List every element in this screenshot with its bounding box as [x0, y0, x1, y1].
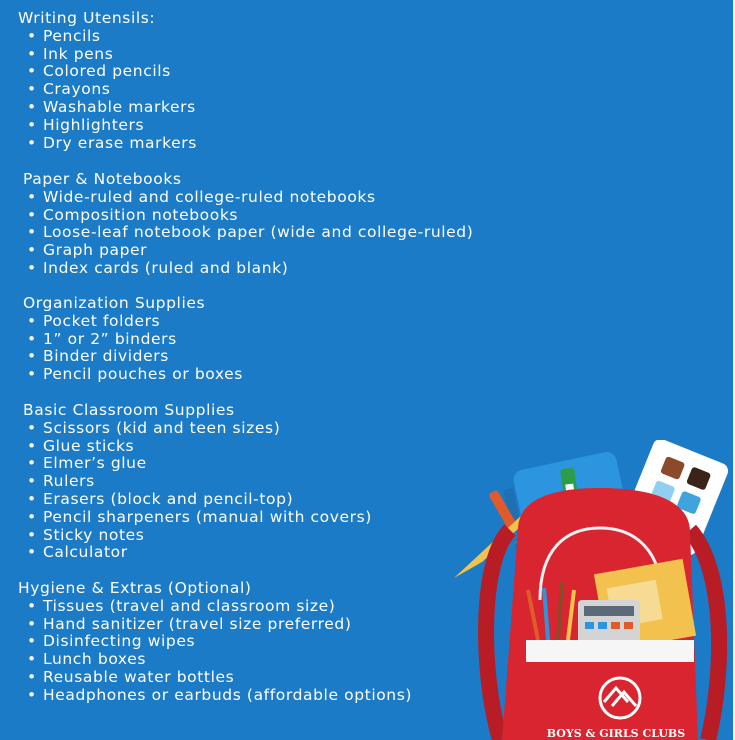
- list-item: • Ink pens: [18, 46, 197, 64]
- section-organization-supplies: [18, 295, 243, 384]
- list-item: • 1” or 2” binders: [18, 331, 243, 349]
- section-title: Writing Utensils:: [18, 9, 156, 27]
- item-list: [18, 28, 197, 153]
- list-item: • Erasers (block and pencil-top): [18, 491, 372, 509]
- list-item: • Washable markers: [18, 99, 197, 117]
- list-item: • Scissors (kid and teen sizes): [18, 420, 372, 438]
- list-item: • Crayons: [18, 81, 197, 99]
- list-item: • Elmer’s glue: [18, 455, 372, 473]
- list-item: • Pencil sharpeners (manual with covers): [18, 509, 372, 527]
- list-item: • Glue sticks: [18, 438, 372, 456]
- section-title: Paper & Notebooks: [23, 170, 182, 188]
- list-item: • Rulers: [18, 473, 372, 491]
- list-item: • Disinfecting wipes: [18, 633, 412, 651]
- list-item: • Hand sanitizer (travel size preferred): [18, 616, 412, 634]
- list-item: • Index cards (ruled and blank): [18, 260, 473, 278]
- list-item: • Tissues (travel and classroom size): [18, 598, 412, 616]
- list-item: • Graph paper: [18, 242, 473, 260]
- list-item: • Sticky notes: [18, 527, 372, 545]
- list-item: • Highlighters: [18, 117, 197, 135]
- item-list: [18, 420, 372, 562]
- list-item: • Reusable water bottles: [18, 669, 412, 687]
- list-item: • Headphones or earbuds (affordable options): [18, 687, 412, 705]
- list-item: • Dry erase markers: [18, 135, 197, 153]
- section-basic-classroom-supplies: [18, 402, 372, 562]
- section-hygiene-extras: [18, 580, 412, 705]
- item-list: [18, 313, 243, 384]
- backpack-illustration: [440, 440, 735, 740]
- list-item: • Loose-leaf notebook paper (wide and college-ruled): [18, 224, 473, 242]
- section-title: Basic Classroom Supplies: [23, 401, 235, 419]
- list-item: • Composition notebooks: [18, 207, 473, 225]
- list-item: • Lunch boxes: [18, 651, 412, 669]
- list-item: • Binder dividers: [18, 348, 243, 366]
- section-paper-notebooks: [18, 171, 473, 278]
- section-writing-utensils: [18, 10, 197, 152]
- item-list: [18, 598, 412, 705]
- list-item: • Wide-ruled and college-ruled notebooks: [18, 189, 473, 207]
- list-item: • Colored pencils: [18, 63, 197, 81]
- list-item: • Pencil pouches or boxes: [18, 366, 243, 384]
- list-item: • Pocket folders: [18, 313, 243, 331]
- logo-text: BOYS & GIRLS CLUBS: [546, 727, 686, 740]
- list-item: • Calculator: [18, 544, 372, 562]
- section-title: Organization Supplies: [23, 294, 206, 312]
- item-list: [18, 189, 473, 278]
- section-title: Hygiene & Extras (Optional): [18, 579, 252, 597]
- list-item: • Pencils: [18, 28, 197, 46]
